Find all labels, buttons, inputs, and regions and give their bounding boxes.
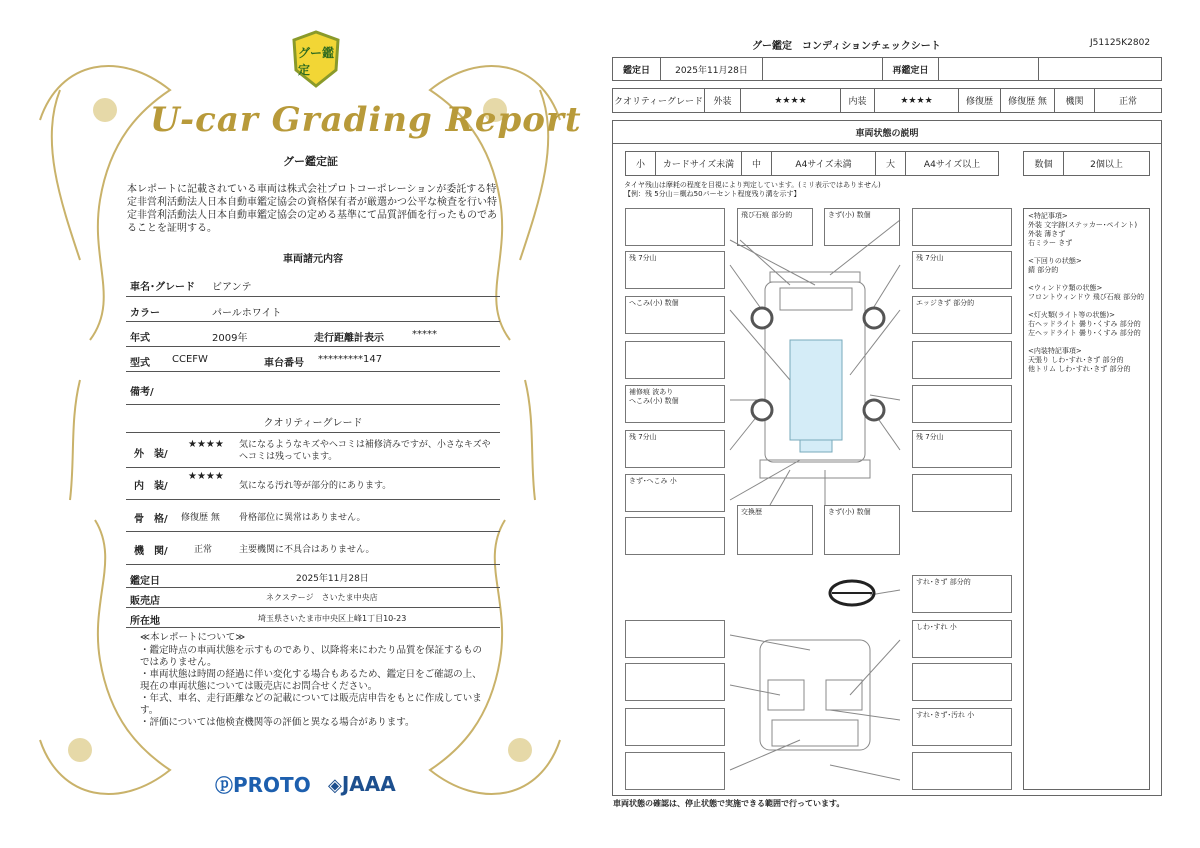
special-notes-panel <box>1023 208 1150 790</box>
note-item: ・評価については他検査機関等の評価と異なる場合があります。 <box>140 717 415 728</box>
size-large-desc: A4サイズ以上 <box>923 160 981 170</box>
sheet-id: J51125K2802 <box>1090 38 1151 48</box>
sheet-title: グー鑑定 コンディションチェックシート <box>752 41 941 52</box>
info-row-date: 鑑定日 2025年11月28日 <box>126 566 500 588</box>
date-empty <box>763 58 883 80</box>
size-medium: 中 <box>742 152 772 175</box>
tire-example: 【例：残 5分山＝概ね50パーセント程度残り溝を示す】 <box>624 190 801 198</box>
quality-row-interior: 内 装/ ★★★★ 気になる汚れ等が部分的にあります。 <box>126 467 500 500</box>
spec-row-model: 型式 CCEFW 車台番号 *********147 <box>126 346 500 372</box>
certificate-heading: グー鑑定証 <box>283 155 338 168</box>
comment-box <box>912 474 1012 512</box>
spec-row-note: 備考/ <box>126 371 500 405</box>
note-line: フロントウィンドウ 飛び石痕 部分的 <box>1028 293 1145 301</box>
note-spacer <box>1028 275 1145 284</box>
size-small-desc: カードサイズ未満 <box>656 152 742 175</box>
count-desc: 2個以上 <box>1090 160 1123 170</box>
size-small: 小 <box>626 152 656 175</box>
script-title: U-car Grading Report <box>150 100 582 140</box>
note-item: ・鑑定時点の車両状態を示すものであり、以降将来にわたり品質を保証するものではありません。 <box>140 645 483 668</box>
repair-label: 修復歴 <box>959 89 1001 112</box>
size-legend <box>625 151 999 176</box>
comment-box-interior-2: すれ･きず･汚れ 小 <box>912 708 1012 746</box>
note-line: 右ヘッドライト 曇り･くすみ 部分的 <box>1028 320 1141 328</box>
note-line: 外装 文字跡(ステッカー･ペイント) <box>1028 221 1138 229</box>
comment-box-steering: すれ･きず 部分的 <box>912 575 1012 613</box>
spec-row-year: 年式 2009年 走行距離計表示 ***** <box>126 321 500 347</box>
comment-box <box>912 385 1012 423</box>
note-spacer <box>1028 248 1145 257</box>
jaaa-mark-icon: ◈ <box>328 775 342 796</box>
comment-box-bottom-2: きず(小) 数個 <box>824 505 900 555</box>
grade-row <box>612 88 1162 113</box>
note-line: <灯火類(ライト等の状態)> <box>1028 311 1115 319</box>
certificate-text: 本レポートに記載されている車両は株式会社プロトコーポレーションが委託する特定非営利活動法人日本自動車鑑定協会の資格保有者が厳選かつ公平な検査を行い特定非営利活動法人日本自動車鑑定協会の定める基準にて品質評価を行ったものであることを証明する。 <box>127 184 497 234</box>
engine-value: 正常 <box>1118 97 1137 107</box>
condition-check-sheet <box>600 0 1200 848</box>
note-line: <内装特記事項> <box>1028 347 1082 355</box>
comment-box-right-edge: エッジきず 部分的 <box>912 296 1012 334</box>
comment-box-tire-rear-right: 残 7分山 <box>912 430 1012 468</box>
comment-box-left-repair: 補修痕 波あり へこみ(小) 数個 <box>625 385 725 423</box>
notes-list <box>140 645 490 729</box>
state-heading: 車両状態の説明 <box>613 121 1161 144</box>
comment-box-tire-rear-left: 残 7分山 <box>625 430 725 468</box>
note-line: 錆 部分的 <box>1028 266 1059 274</box>
note-line: <下回りの状態> <box>1028 257 1082 265</box>
repair-value: 修復歴 無 <box>1001 89 1055 112</box>
grade-label: クオリティーグレード <box>613 89 705 112</box>
comment-box-bottom-1: 交換歴 <box>737 505 813 555</box>
size-large: 大 <box>876 152 906 175</box>
comment-box <box>912 663 1012 701</box>
comment-box-interior-1: しわ･すれ 小 <box>912 620 1012 658</box>
reinspect-value <box>939 58 1039 80</box>
comment-box-tire-front-right: 残 7分山 <box>912 251 1012 289</box>
size-medium-desc: A4サイズ未満 <box>772 152 876 175</box>
reinspect-label: 再鑑定日 <box>883 58 939 80</box>
proto-mark-icon: ⓟ <box>215 776 233 797</box>
info-row-shop: 販売店 ネクステージ さいたま中央店 <box>126 587 500 608</box>
comment-box-tire-front-left: 残 7分山 <box>625 251 725 289</box>
note-line: <ウィンドウ類の状態> <box>1028 284 1103 292</box>
proto-logo: ⓟPROTO <box>215 773 311 797</box>
note-line: 外装 薄きず <box>1028 230 1066 238</box>
int-label: 内装 <box>841 89 875 112</box>
spec-heading: 車両諸元内容 <box>283 254 343 265</box>
note-spacer <box>1028 338 1145 347</box>
tire-note: タイヤ残山は摩耗の程度を目視により判定しています。(ミリ表示ではありません) <box>624 181 881 189</box>
comment-box-left-rear: きず･へこみ 小 <box>625 474 725 512</box>
comment-box <box>625 517 725 555</box>
comment-box-top-1: 飛び石痕 部分的 <box>737 208 813 246</box>
count-label: 数個 <box>1024 152 1064 175</box>
ext-label: 外装 <box>705 89 741 112</box>
comment-box <box>912 208 1012 246</box>
spec-row-color: カラー パールホワイト <box>126 296 500 322</box>
note-line: <特記事項> <box>1028 212 1068 220</box>
note-spacer <box>1028 302 1145 311</box>
count-legend <box>1023 151 1150 176</box>
note-line: 天張り しわ･すれ･きず 部分的 <box>1028 356 1124 364</box>
comment-box <box>912 752 1012 790</box>
quality-row-engine: 機 関/ 正常 主要機関に不具合はありません。 <box>126 531 500 565</box>
note-line: 他トリム しわ･すれ･きず 部分的 <box>1028 365 1131 373</box>
date-value: 2025年11月28日 <box>661 58 763 80</box>
quality-heading: クオリティーグレード <box>263 418 363 429</box>
comment-box <box>912 341 1012 379</box>
comment-box <box>625 663 725 701</box>
int-value: ★★★★ <box>875 89 959 112</box>
note-item: ・年式、車名、走行距離などの記載については販売店申告をもとに作成しています。 <box>140 693 482 716</box>
goo-kantei-logo: グー鑑定 <box>288 30 344 88</box>
comment-box <box>625 620 725 658</box>
sheet-footer: 車両状態の確認は、停止状態で実施できる範囲で行っています。 <box>613 799 845 808</box>
comment-box-top-2: きず(小) 数個 <box>824 208 900 246</box>
comment-box <box>625 752 725 790</box>
notes-heading: ≪本レポートについて≫ <box>140 632 246 643</box>
date-row <box>612 57 1162 81</box>
engine-label: 機関 <box>1055 89 1095 112</box>
jaaa-logo: ◈JAAA <box>328 772 396 796</box>
quality-row-frame: 骨 格/ 修復歴 無 骨格部位に異常はありません。 <box>126 499 500 532</box>
quality-row-exterior: 外 装/ ★★★★ 気になるようなキズやヘコミは補修済みですが、小さなキズやヘコミは残っています。 <box>126 433 500 468</box>
note-line: 右ミラー きず <box>1028 239 1073 247</box>
comment-box <box>625 341 725 379</box>
date-label: 鑑定日 <box>613 58 661 80</box>
note-item: ・車両状態は時間の経過に伴い変化する場合もあるため、鑑定日をご確認の上、現在の車両状態については販売店にお問合せください。 <box>140 669 482 692</box>
comment-box-left-dent: へこみ(小) 数個 <box>625 296 725 334</box>
note-line: 左ヘッドライト 曇り･くすみ 部分的 <box>1028 329 1141 337</box>
spec-row-name: 車名･グレード ビアンテ <box>126 270 500 297</box>
comment-box <box>625 708 725 746</box>
ext-value: ★★★★ <box>741 89 841 112</box>
info-row-address: 所在地 埼玉県さいたま市中央区上峰1丁目10-23 <box>126 607 500 628</box>
comment-box <box>625 208 725 246</box>
